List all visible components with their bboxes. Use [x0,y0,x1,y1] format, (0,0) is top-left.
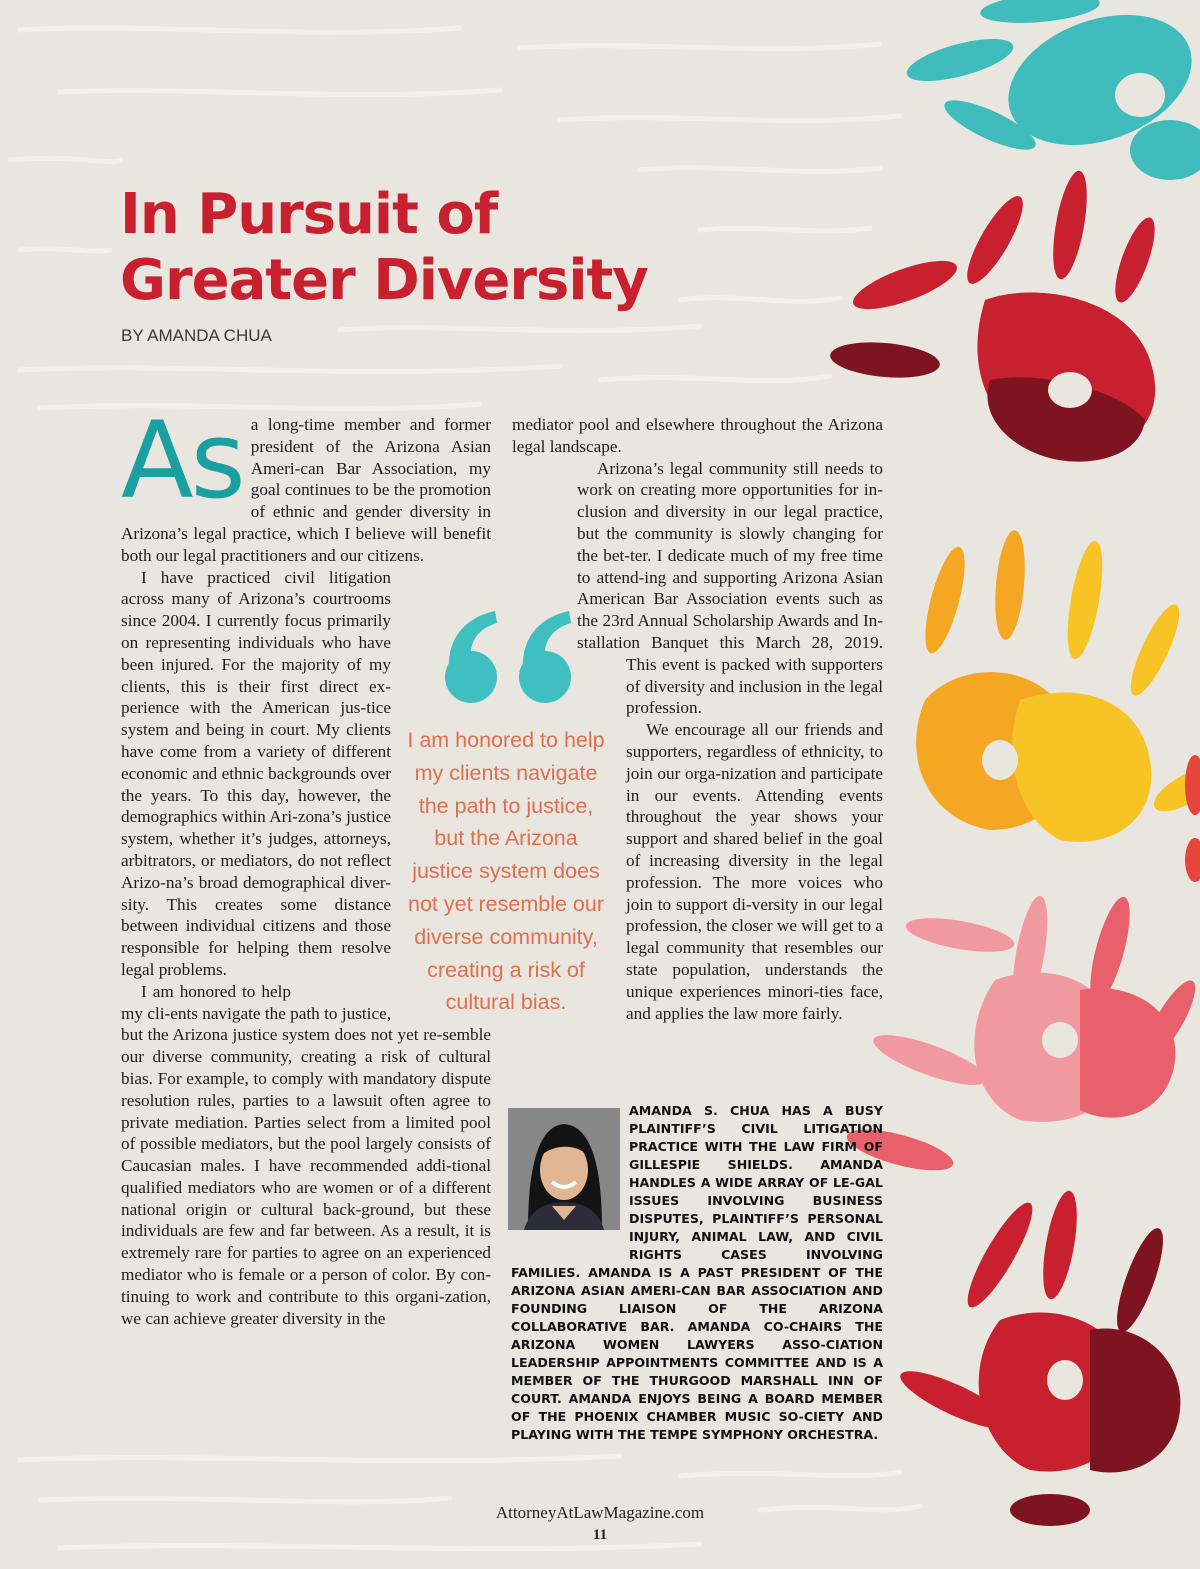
page-number: 11 [592,1527,608,1543]
quote-wrap-spacer-bottom [291,981,391,1002]
quote-mark-icon [433,607,583,707]
paragraph-2-text: I have practiced civil litigation across many of Arizona’s courtrooms since 2004. I currently focus primarily on representing individuals who have been injured. For the majority of my clients, this is their first direct ex-perience with the American jus-tice system and being in court. My clients have come from a variety of different economic and ethnic backgrounds over the years. To this day, however, the demographics within Ari-zona’s justice system, whether it’s judges, attorneys, arbitrators, or mediators, do not reflect Arizo-na’s broad demographical diver-sity. This creates some distance between individual citizens and those responsible for helping them resolve legal problems. [121,567,391,979]
paragraph-1-text: a long-time member and former president of the Arizona Asian Ameri-can Bar Association, my goal continues to be the promotion of ethnic and gender diversity in Arizona’s legal practice, which I believe will benefit both our legal practitioners and our citizens. [121,415,491,565]
col2-wrap-spacer-a [512,586,577,608]
paragraph-3 [121,981,491,1330]
pull-quote: I am honored to help my clients navigate the path to justice, but the Arizona justice system does not yet resemble our diverse community, creating a risk of cultural bias. [407,728,605,1015]
col2-paragraph-2-text: Arizona’s legal community still needs to work on creating more opportunities for in-clusion and diversity in our legal practice, but the community is slowly changing for the bet-ter. I dedicate much of my free time to attend-ing and supporting Arizona Asian American Bar Association events such as the 23rd Annual Scholarship Awards and In-stallation Banquet this March 28, 2019. This event is packed with supporters of diversity and inclusion in the legal profession. [577,458,883,718]
article-title [120,182,648,314]
paragraph-1 [121,399,491,567]
title-line-1: In Pursuit of [120,182,498,247]
author-bio-text: AMANDA S. CHUA HAS A BUSY PLAINTIFF’S CIVIL LITIGATION PRACTICE WITH THE LAW FIRM OF GILLESPIE SHIELDS. AMANDA HANDLES A WIDE ARRAY OF LE-GAL ISSUES INVOLVING BUSINESS DISPUTES, PLAINTIFF’S PERSONAL INJURY, ANIMAL LAW, AND CIVIL RIGHTS CASES INVOLVING FAMILIES. AMANDA IS A PAST PRESIDENT OF THE ARIZONA ASIAN AMERI-CAN BAR ASSOCIATION AND FOUNDING LIAISON OF THE ARIZONA COLLABORATIVE BAR. AMANDA CO-CHAIRS THE ARIZONA WOMEN LAWYERS ASSO-CIATION LEADERSHIP APPOINTMENTS COMMITTEE AND IS A MEMBER OF THE THURGOOD MARSHALL INN OF COURT. AMANDA ENJOYS BEING A BOARD MEMBER OF THE PHOENIX CHAMBER MUSIC SO-CIETY AND PLAYING WITH THE TEMPE SYMPHONY ORCHESTRA. [511,1103,883,1442]
title-line-2: Greater Diversity [120,248,648,313]
bio-photo-spacer [511,1102,629,1252]
author-bio [511,1102,883,1444]
byline: BY AMANDA CHUA [121,326,272,345]
col2-paragraph-1: mediator pool and elsewhere throughout the Arizona legal landscape. [512,415,883,456]
footer-website: AttorneyAtLawMagazine.com [495,1503,705,1522]
col2-paragraph-3: We encourage all our friends and supporters, regardless of ethnicity, to join our orga-nization and participate in our events. Attending events throughout the year shows your support and shared belief in the goal of increasing diversity in the legal profession. The more voices who join to support di-versity in our legal profession, the closer we will get to a legal community that resembles our state population, understands the unique experiences minori-ties face, and applies the law more fairly. [626,720,883,1023]
paragraph-3-text: I am honored to help my cli-ents navigate the path to justice, but the Arizona justice system does not yet re-semble our diverse community, creating a risk of cultural bias. For example, to comply with mandatory dispute resolution rules, parties to a lawsuit often agree to private mediation. Parties select from a limited pool of possible mediators, but the pool largely consists of Caucasian males. I have recommended addi-tional qualified mediators who are women or of a different national origin or cultural back-ground, but these individuals are few and far between. As a result, it is extremely rare for parties to agree on an experienced mediator who is female or a person of color. By con-tinuing to work and contribute to this organi-zation, we can achieve greater diversity in the [121,981,491,1328]
drop-cap: As [121,399,243,522]
